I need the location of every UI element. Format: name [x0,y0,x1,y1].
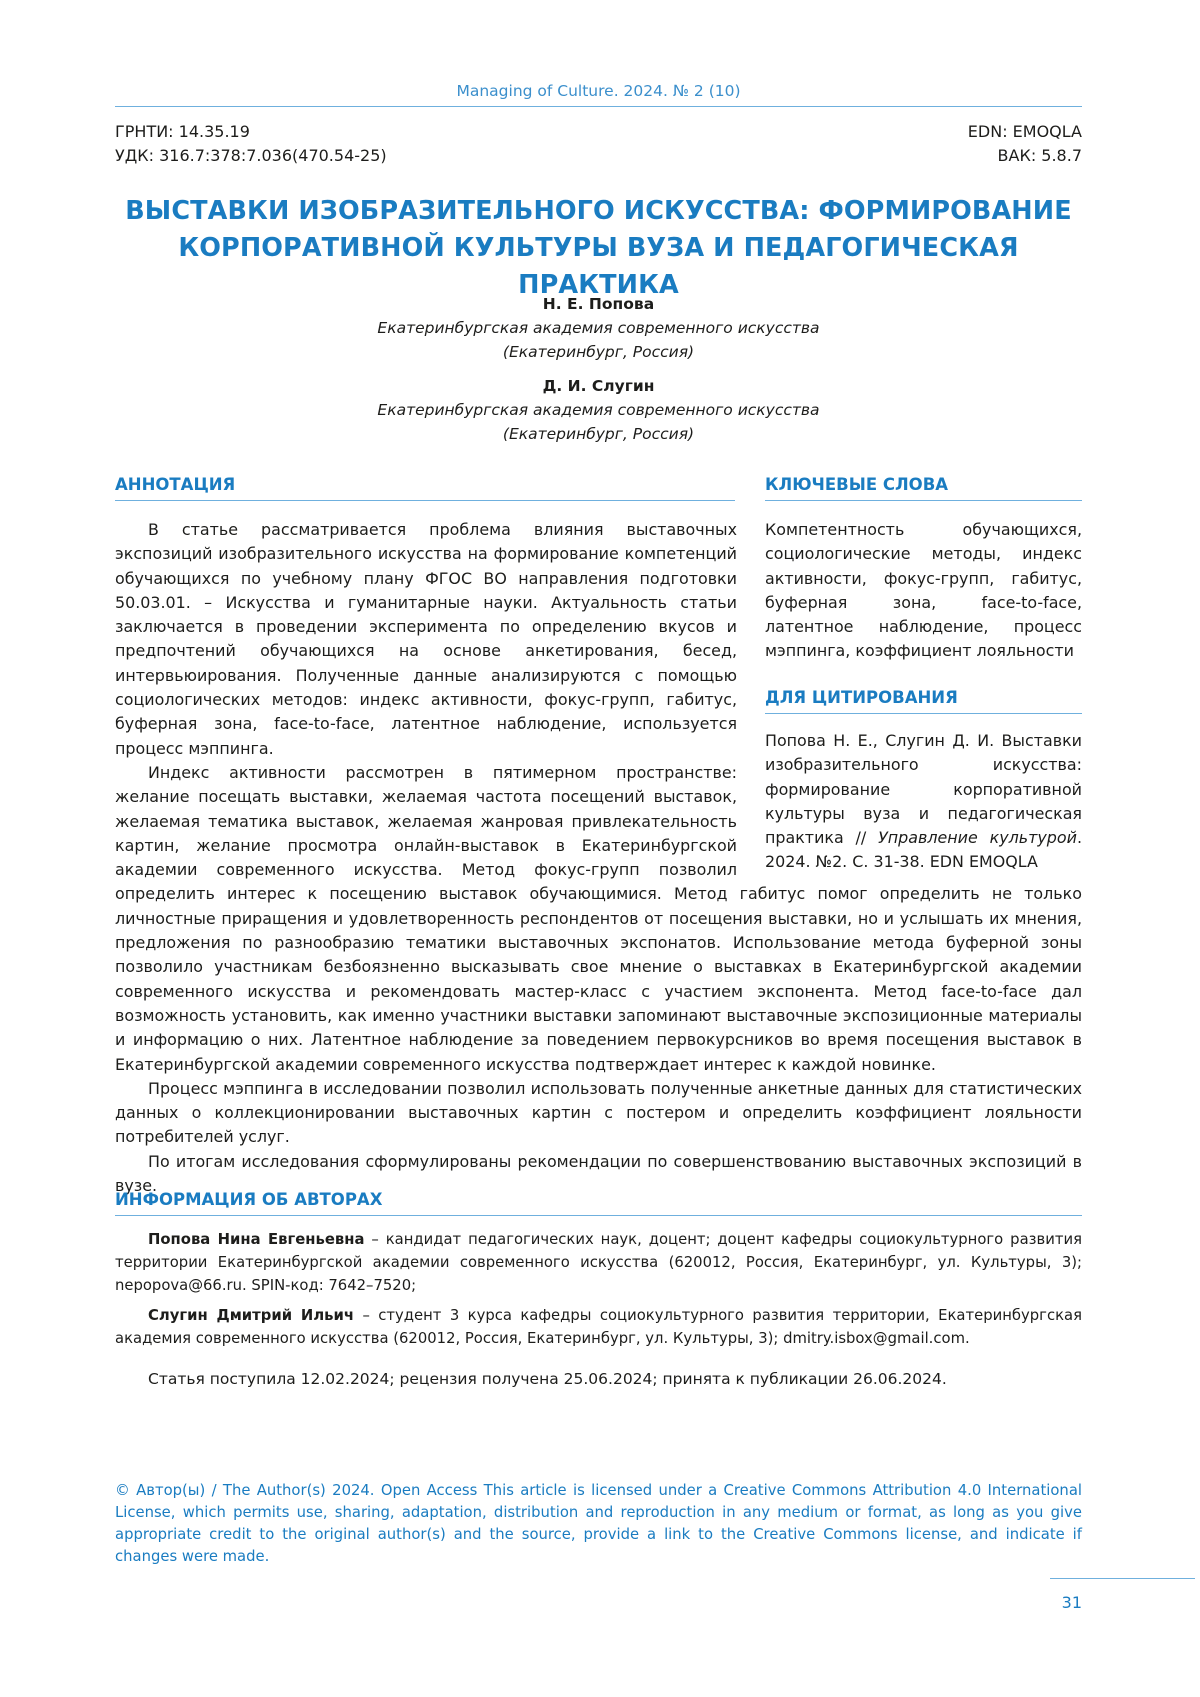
author-location: (Екатеринбург, Россия) [115,340,1082,364]
author-info-paragraph [115,1228,1082,1297]
classification-right [968,120,1082,168]
author-details: – кандидат педагогических наук, доцент; доцент кафедры социокультурного развития территории Екатеринбургской академии современного искусства (620012, Россия, Екатеринбург, ул. Культуры, 3); nepopova@66.ru. SPIN-код: 7642–7520; [115,1231,1082,1294]
edn-code: EDN: EMOQLA [968,120,1082,144]
citation-details: . 2024. №2. С. 31-38. EDN EMOQLA [765,828,1082,871]
author-affiliation: Екатеринбургская академия современного искусства [115,316,1082,340]
classification-left [115,120,387,168]
article-title-line1: ВЫСТАВКИ ИЗОБРАЗИТЕЛЬНОГО ИСКУССТВА: ФОРМИРОВАНИЕ [125,196,1071,226]
author-name: Д. И. Слугин [115,374,1082,398]
article-title-line2: КОРПОРАТИВНОЙ КУЛЬТУРЫ ВУЗА И ПЕДАГОГИЧЕСКАЯ ПРАКТИКА [178,233,1018,300]
udk-code: УДК: 316.7:378:7.036(470.54-25) [115,144,387,168]
page-number: 31 [1062,1593,1082,1612]
abstract-paragraph-1: В статье рассматривается проблема влияния выставочных экспозиций изобразительного искусства на формирование компетенций обучающихся по учебному плану ФГОС ВО направления подготовки 50.03.01. – Искусства и гуманитарные науки. Актуальность статьи заключается в проведении эксперимента по определению вкусов и предпочтений обучающихся на основе анкетирования, бесед, интервьюирования. Полученные данные анализируются с помощью социологических методов: индекс активности, фокус-групп, габитус, буферная зона, face-to-face, латентное наблюдение, используется процесс мэппинга. [115,518,1082,761]
author-block-2 [115,374,1082,446]
grnti-code: ГРНТИ: 14.35.19 [115,120,387,144]
author-details: – студент 3 курса кафедры социокультурного развития территории, Екатеринбургская академия современного искусства (620012, Россия, Екатеринбург, ул. Культуры, 3); dmitry.isbox@gmail.com. [115,1307,1082,1347]
author-info-paragraph [115,1304,1082,1350]
author-block-1 [115,292,1082,364]
article-title [115,193,1082,304]
author-name: Н. Е. Попова [115,292,1082,316]
citation-authors-title: Попова Н. Е., Слугин Д. И. Выставки изобразительного искусства: формирование корпоративной культуры вуза и педагогическая практика // [765,731,1082,847]
footer-rule [1050,1578,1195,1579]
citation-text [765,729,1082,875]
citation-source: Управление культурой [878,828,1077,847]
keywords-heading: КЛЮЧЕВЫЕ СЛОВА [765,475,1082,501]
author-info-2 [115,1304,1082,1350]
author-location: (Екатеринбург, Россия) [115,422,1082,446]
abstract-paragraph-3: Процесс мэппинга в исследовании позволил использовать полученные анкетные данных для статистических данных о коллекционировании выставочных картин с постером и определить коэффициент лояльности потребителей услуг. [115,1077,1082,1150]
license-notice: © Автор(ы) / The Author(s) 2024. Open Access This article is licensed under a Creative Commons Attribution 4.0 International License, which permits use, sharing, adaptation, distribution and reproduction in any medium or format, as long as you give appropriate credit to the original author(s) and the source, provide a link to the Creative Commons license, and indicate if changes were made. [115,1480,1082,1568]
author-full-name: Попова Нина Евгеньевна [148,1231,364,1248]
abstract-paragraph-4: По итогам исследования сформулированы рекомендации по совершенствованию выставочных экспозиций в вузе. [115,1150,1082,1199]
author-info-1 [115,1228,1082,1297]
abstract-paragraph-2: Индекс активности рассмотрен в пятимерном пространстве: желание посещать выставки, желаемая частота посещений выставок, желаемая тематика выставок, желаемая жанровая привлекательность картин, желание просмотра онлайн-выставок в Екатеринбургской академии современного искусства. Метод фокус-групп позволил определить интерес к посещению выставок обучающимися. Метод габитус помог определить не только личностные приращения и удовлетворенность респондентов от посещения выставки, но и услышать их мнения, предложения по разнообразию тематики выставочных экспонатов. Использование метода буферной зоны позволило участникам безбоязненно высказывать свое мнение о выставках в Екатеринбургской академии современного искусства и рекомендовать мастер-класс с участием экспонента. Метод face-to-face дал возможность установить, как именно участники выставки запоминают выставочные экспозиционные материалы и информацию о них. Латентное наблюдение за поведением первокурсников во время посещения выставок в Екатеринбургской академии современного искусства подтверждает интерес к каждой новинке. [115,761,1082,1077]
author-info-heading: ИНФОРМАЦИЯ ОБ АВТОРАХ [115,1190,1082,1216]
author-affiliation: Екатеринбургская академия современного искусства [115,398,1082,422]
header-rule [115,106,1082,107]
abstract-heading: АННОТАЦИЯ [115,475,735,501]
journal-header: Managing of Culture. 2024. № 2 (10) [115,82,1082,100]
citation-heading: ДЛЯ ЦИТИРОВАНИЯ [765,688,1082,714]
submission-dates: Статья поступила 12.02.2024; рецензия получена 25.06.2024; принята к публикации 26.06.2024. [148,1370,947,1388]
keywords-text: Компетентность обучающихся, социологические методы, индекс активности, фокус-групп, габитус, буферная зона, face-to-face, латентное наблюдение, процесс мэппинга, коэффициент лояльности [765,518,1082,664]
vak-code: ВАК: 5.8.7 [968,144,1082,168]
author-full-name: Слугин Дмитрий Ильич [148,1307,354,1324]
